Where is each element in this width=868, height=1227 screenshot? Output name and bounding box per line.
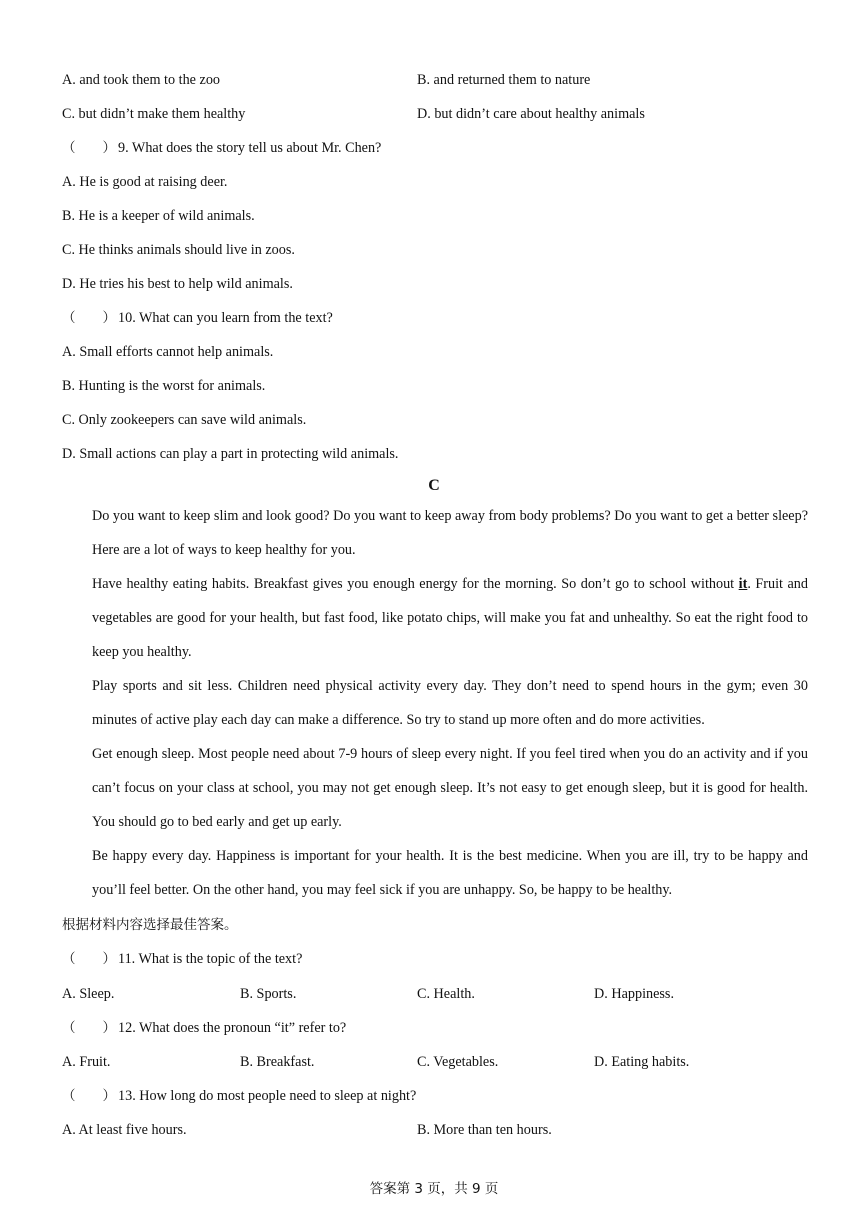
- paragraph-text: Get enough sleep. Most people need about 7-9 hours of sleep every night. If you feel tired when you do an activity and if you can’t focus on your class at school, you may not get enough sleep. It’s not easy to get enough sleep, but it is good for health. You should go to bed early and get up early.: [92, 746, 808, 830]
- paragraph-text: Play sports and sit less. Children need physical activity every day. They don’t need to spend hours in the gym; even 30 minutes of active play each day can make a difference. So try to stand up more often and do more activities.: [92, 678, 808, 728]
- q10-stem-line: [62, 308, 333, 328]
- q9-stem-line: [62, 138, 381, 158]
- answer-blank: （ ）: [62, 140, 116, 156]
- q11-option-b: B. Sports.: [240, 986, 297, 1002]
- answer-blank: （ ）: [62, 1088, 116, 1104]
- passage-paragraph-3: [62, 669, 808, 737]
- q12-option-b: B. Breakfast.: [240, 1054, 315, 1070]
- q10-option-a: A. Small efforts cannot help animals.: [62, 344, 274, 360]
- passage-paragraph-1: [62, 499, 808, 567]
- q9-option-c: C. He thinks animals should live in zoos.: [62, 242, 295, 258]
- answer-blank: （ ）: [62, 951, 116, 967]
- q12-stem: 12. What does the pronoun “it” refer to?: [118, 1020, 347, 1036]
- section-heading: C: [428, 477, 440, 494]
- q13-option-b: B. More than ten hours.: [417, 1122, 552, 1138]
- q10-option-b: B. Hunting is the worst for animals.: [62, 378, 266, 394]
- q12-option-d: D. Eating habits.: [594, 1054, 690, 1070]
- q12-option-a: A. Fruit.: [62, 1054, 111, 1070]
- q13-option-a: A. At least five hours.: [62, 1122, 187, 1138]
- q10-stem: 10. What can you learn from the text?: [118, 310, 333, 326]
- q8-option-d: D. but didn’t care about healthy animals: [417, 106, 645, 122]
- q9-stem: 9. What does the story tell us about Mr. Chen?: [118, 140, 382, 156]
- paragraph-text-end: . Fruit and vegetables are good for your health, but fast food, like potato chips, will make you fat and unhealthy. So eat the right food to keep you healthy.: [92, 576, 808, 660]
- passage-paragraph-4: [62, 737, 808, 839]
- q10-option-c: C. Only zookeepers can save wild animals.: [62, 412, 307, 428]
- answer-blank: （ ）: [62, 1020, 116, 1036]
- q9-option-d: D. He tries his best to help wild animals.: [62, 276, 293, 292]
- passage-paragraph-2: [62, 567, 808, 669]
- q13-stem: 13. How long do most people need to sleep at night?: [118, 1088, 417, 1104]
- underlined-word: it: [738, 576, 748, 592]
- q9-option-a: A. He is good at raising deer.: [62, 174, 228, 190]
- q10-option-d: D. Small actions can play a part in protecting wild animals.: [62, 446, 399, 462]
- q8-option-c: C. but didn’t make them healthy: [62, 106, 246, 122]
- paragraph-text-start: Have healthy eating habits. Breakfast gives you enough energy for the morning. So don’t go to school without: [92, 576, 739, 592]
- answer-blank: （ ）: [62, 310, 116, 326]
- paragraph-text: Do you want to keep slim and look good? Do you want to keep away from body problems? Do you want to get a better sleep? Here are a lot of ways to keep healthy for you.: [92, 508, 808, 558]
- q11-option-a: A. Sleep.: [62, 986, 115, 1002]
- paragraph-text: Be happy every day. Happiness is important for your health. It is the best medicine. When you are ill, try to be happy and you’ll feel better. On the other hand, you may feel sick if you are unhappy. So, be happy to be healthy.: [92, 848, 808, 898]
- passage-paragraph-5: [62, 839, 808, 907]
- q11-option-d: D. Happiness.: [594, 986, 674, 1002]
- paragraph-text: [62, 567, 808, 669]
- instruction-text: 根据材料内容选择最佳答案。: [62, 917, 238, 933]
- q13-stem-line: [62, 1086, 416, 1106]
- q11-stem: 11. What is the topic of the text?: [118, 951, 303, 967]
- q12-option-c: C. Vegetables.: [417, 1054, 499, 1070]
- q11-option-c: C. Health.: [417, 986, 475, 1002]
- q8-option-a: A. and took them to the zoo: [62, 72, 221, 88]
- page-footer: 答案第 3 页，共 9 页: [369, 1181, 499, 1197]
- q12-stem-line: [62, 1018, 346, 1038]
- q9-option-b: B. He is a keeper of wild animals.: [62, 208, 255, 224]
- q8-option-b: B. and returned them to nature: [417, 72, 591, 88]
- q11-stem-line: [62, 949, 302, 969]
